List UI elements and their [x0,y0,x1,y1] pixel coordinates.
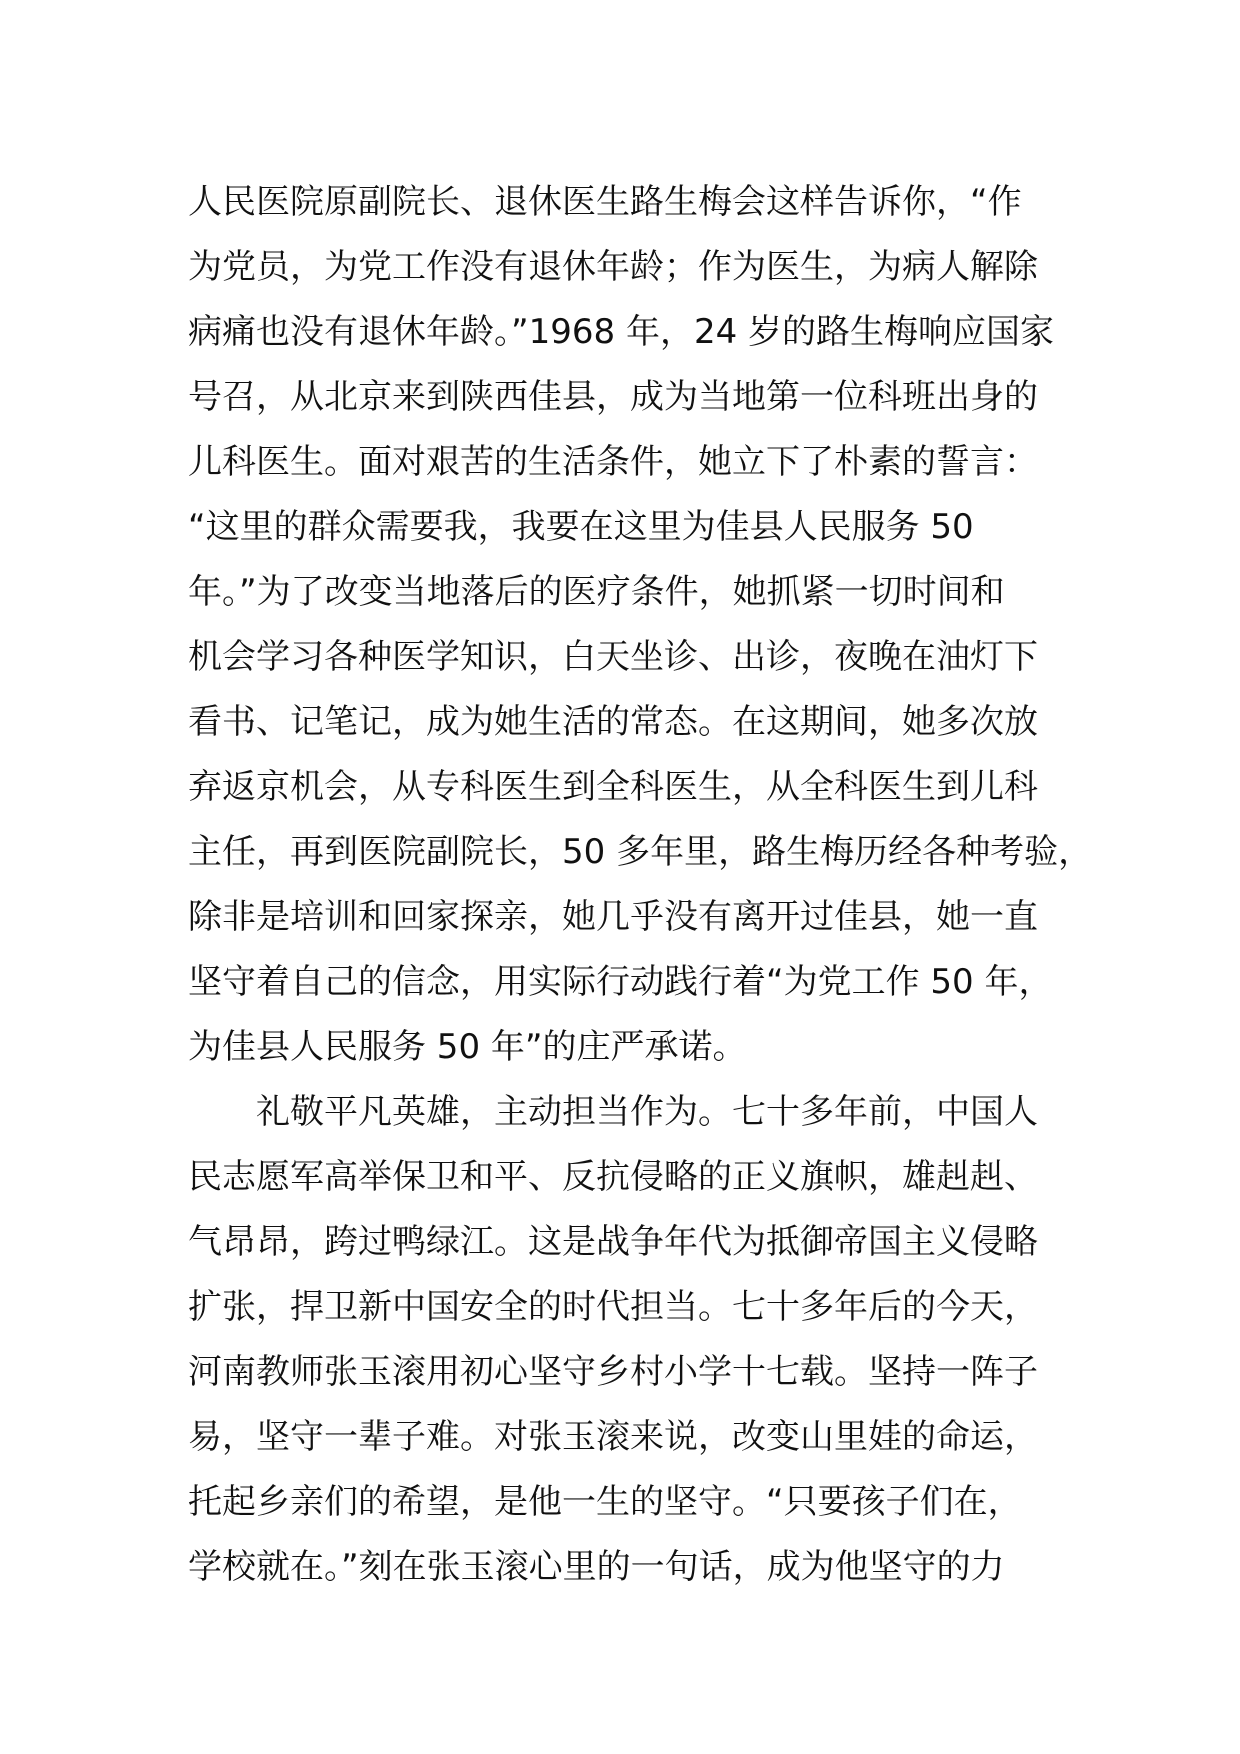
text-line: 机会学习各种医学知识，白天坐诊、出诊，夜晚在油灯下 [188,637,1038,677]
text-line: 民志愿军高举保卫和平、反抗侵略的正义旗帜，雄赳赳、 [188,1157,1038,1197]
body-text [188,170,1093,1600]
text-line: 除非是培训和回家探亲，她几乎没有离开过佳县，她一直 [188,897,1038,937]
text-line: 儿科医生。面对艰苦的生活条件，她立下了朴素的誓言： [188,442,1038,482]
text-line: 年。”为了改变当地落后的医疗条件，她抓紧一切时间和 [188,572,1005,612]
text-line: 病痛也没有退休年龄。”1968 年，24 岁的路生梅响应国家 [188,312,1055,352]
text-line: 坚守着自己的信念，用实际行动践行着“为党工作 50 年， [188,962,1053,1002]
text-line: 弃返京机会，从专科医生到全科医生，从全科医生到儿科 [188,767,1038,807]
text-line: 易，坚守一辈子难。对张玉滚来说，改变山里娃的命运， [188,1417,1038,1457]
text-line: 扩张，捍卫新中国安全的时代担当。七十多年后的今天， [188,1287,1038,1327]
paragraph-start-line: 礼敬平凡英雄，主动担当作为。七十多年前，中国人 [256,1092,1038,1132]
text-line: 主任，再到医院副院长，50 多年里，路生梅历经各种考验， [188,832,1093,872]
text-line: 人民医院原副院长、退休医生路生梅会这样告诉你，“作 [188,182,1022,222]
text-line: 为佳县人民服务 50 年”的庄严承诺。 [188,1027,747,1067]
text-line: 为党员，为党工作没有退休年龄；作为医生，为病人解除 [188,247,1038,287]
text-line: 学校就在。”刻在张玉滚心里的一句话，成为他坚守的力 [188,1547,1005,1587]
text-line: 河南教师张玉滚用初心坚守乡村小学十七载。坚持一阵子 [188,1352,1038,1392]
text-line: “这里的群众需要我，我要在这里为佳县人民服务 50 [188,507,974,547]
text-line: 托起乡亲们的希望，是他一生的坚守。“只要孩子们在， [188,1482,1022,1522]
text-line: 看书、记笔记，成为她生活的常态。在这期间，她多次放 [188,702,1038,742]
text-line: 气昂昂，跨过鸭绿江。这是战争年代为抵御帝国主义侵略 [188,1222,1038,1262]
text-line: 号召，从北京来到陕西佳县，成为当地第一位科班出身的 [188,377,1038,417]
